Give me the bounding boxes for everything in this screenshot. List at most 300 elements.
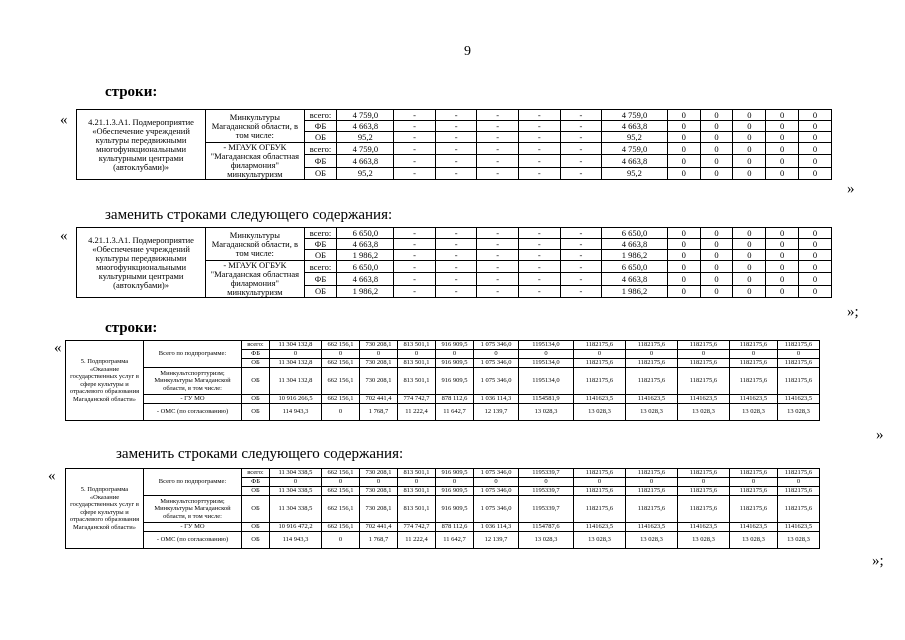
table-cell: 4 759,0	[602, 110, 668, 121]
table-cell: -	[477, 155, 519, 167]
table-cell: 1141623,5	[778, 523, 820, 532]
old-rows-table-2	[65, 340, 872, 421]
table-cell: 0	[667, 155, 700, 167]
table-cell: 702 441,4	[360, 523, 398, 532]
table-cell: 6 650,0	[337, 228, 394, 239]
table-cell: 1182175,6	[626, 359, 678, 368]
table-cell: 0	[733, 167, 766, 179]
table-cell: 13 028,3	[778, 404, 820, 421]
table-cell: 0	[322, 350, 360, 359]
table-cell: -	[519, 155, 561, 167]
table-cell: -	[435, 132, 477, 143]
table-row	[66, 341, 872, 350]
table-cell: 1182175,6	[678, 487, 730, 496]
table-row	[66, 532, 872, 549]
table-cell: ОБ	[242, 487, 270, 496]
executor-cell: - МГАУК ОГБУК "Магаданская областная филармония" минкультуризм	[206, 261, 304, 298]
table-cell: 0	[322, 478, 360, 487]
table-cell: -	[519, 239, 561, 250]
table-cell: 0	[360, 478, 398, 487]
table-cell: 11 304 338,5	[270, 487, 322, 496]
table-cell: 1182175,6	[574, 469, 626, 478]
table-cell: 0	[700, 155, 733, 167]
table-cell: -	[477, 121, 519, 132]
table-cell: 662 156,1	[322, 395, 360, 404]
table-cell: 13 028,3	[678, 532, 730, 549]
table-cell: -	[519, 121, 561, 132]
table-cell: 0	[733, 121, 766, 132]
table-cell: -	[435, 239, 477, 250]
table-cell: 4 663,8	[602, 121, 668, 132]
executor-cell: Всего по подпрограмме:	[144, 469, 242, 496]
table-cell: 6 650,0	[602, 261, 668, 273]
table-cell: ОБ	[242, 368, 270, 395]
table-cell: 11 304 132,8	[270, 368, 322, 395]
table-cell: 0	[778, 350, 820, 359]
table-cell: -	[477, 167, 519, 179]
table-cell: 0	[667, 132, 700, 143]
table-cell: 1 036 114,3	[474, 395, 519, 404]
table-cell: ОБ	[242, 523, 270, 532]
table-cell: 13 028,3	[519, 404, 574, 421]
table-cell: -	[394, 132, 436, 143]
table-cell: 0	[766, 132, 799, 143]
table-cell: ОБ	[304, 167, 337, 179]
table-cell: 0	[322, 532, 360, 549]
table-cell: -	[560, 273, 602, 285]
executor-cell: Минкультспорттуризм; Минкультуры Магаданской области, в том числе:	[144, 368, 242, 395]
table-cell: 0	[700, 261, 733, 273]
table-cell: 13 028,3	[574, 404, 626, 421]
table-cell: 0	[733, 110, 766, 121]
table-cell: 10 916 472,2	[270, 523, 322, 532]
table-cell: 813 501,1	[398, 487, 436, 496]
table-cell: 0	[766, 239, 799, 250]
table-cell: 0	[799, 228, 832, 239]
table-cell: 10 916 266,5	[270, 395, 322, 404]
table-cell: 4 663,8	[337, 121, 394, 132]
table-cell: 878 112,6	[436, 395, 474, 404]
table-row	[66, 523, 872, 532]
table-cell: 1 075 346,0	[474, 496, 519, 523]
table-cell: 1182175,6	[778, 469, 820, 478]
table-cell: -	[519, 228, 561, 239]
table-cell: 1 075 346,0	[474, 359, 519, 368]
table-cell: 1 986,2	[337, 285, 394, 297]
table-cell: -	[560, 285, 602, 297]
table-cell: 813 501,1	[398, 496, 436, 523]
open-quote: «	[48, 468, 56, 484]
table-cell: 1182175,6	[778, 487, 820, 496]
table-cell: 0	[360, 350, 398, 359]
table-cell: 0	[733, 261, 766, 273]
table-cell: 1 986,2	[602, 285, 668, 297]
table-cell: 662 156,1	[322, 523, 360, 532]
table-cell: ОБ	[304, 250, 337, 261]
table-cell: 12 139,7	[474, 404, 519, 421]
table-row	[77, 110, 832, 121]
table-cell: 0	[733, 273, 766, 285]
table-cell: 0	[733, 132, 766, 143]
executor-cell: - ОМС (по согласованию)	[144, 532, 242, 549]
table-cell: -	[435, 273, 477, 285]
table-cell: -	[519, 273, 561, 285]
table-cell: 1182175,6	[574, 496, 626, 523]
table-cell: 0	[626, 478, 678, 487]
table-cell: 0	[700, 273, 733, 285]
table-cell: -	[477, 273, 519, 285]
table-cell: 0	[700, 239, 733, 250]
table-cell: 1182175,6	[730, 359, 778, 368]
table-cell: 730 208,1	[360, 487, 398, 496]
table-cell: 4 663,8	[337, 273, 394, 285]
table-cell: 1195134,0	[519, 359, 574, 368]
table-cell: 1141623,5	[574, 395, 626, 404]
table-cell: 13 028,3	[678, 404, 730, 421]
new-rows-table-2	[65, 468, 872, 549]
table-cell: 0	[799, 110, 832, 121]
table-cell: -	[560, 167, 602, 179]
table-cell: 13 028,3	[626, 404, 678, 421]
table-cell: -	[394, 250, 436, 261]
table-cell: -	[519, 261, 561, 273]
table-cell: -	[560, 228, 602, 239]
table-cell: -	[435, 121, 477, 132]
table-cell: 774 742,7	[398, 395, 436, 404]
executor-cell: - ГУ МО	[144, 395, 242, 404]
table-cell: 0	[733, 155, 766, 167]
table-cell: 0	[667, 121, 700, 132]
table-cell: 0	[766, 155, 799, 167]
table-cell: 0	[474, 350, 519, 359]
table-cell: ФБ	[242, 478, 270, 487]
table-cell: -	[435, 167, 477, 179]
table-cell: 13 028,3	[778, 532, 820, 549]
table-cell: 1182175,6	[574, 368, 626, 395]
table-cell: 1195339,7	[519, 496, 574, 523]
table-cell: 1195134,0	[519, 341, 574, 350]
table-cell: 730 208,1	[360, 469, 398, 478]
table-cell: 0	[574, 478, 626, 487]
table-cell: 0	[766, 121, 799, 132]
table-cell: 0	[799, 261, 832, 273]
table-cell: 916 909,5	[436, 359, 474, 368]
table-cell: ФБ	[304, 121, 337, 132]
table-cell: 0	[436, 350, 474, 359]
table-cell: 0	[700, 250, 733, 261]
executor-cell: - МГАУК ОГБУК "Магаданская областная филармония" минкультуризм	[206, 143, 304, 180]
executor-cell: Минкультуры Магаданской области, в том числе:	[206, 110, 304, 143]
table-cell: 6 650,0	[602, 228, 668, 239]
table-cell: 11 642,7	[436, 532, 474, 549]
table-cell: 0	[398, 478, 436, 487]
table-cell: 0	[700, 110, 733, 121]
table-cell: 1 075 346,0	[474, 487, 519, 496]
table-cell: 4 663,8	[602, 155, 668, 167]
table-cell: 1195134,0	[519, 368, 574, 395]
table-cell: 813 501,1	[398, 359, 436, 368]
table-cell: 878 112,6	[436, 523, 474, 532]
table-cell: 1 768,7	[360, 404, 398, 421]
table-cell: 1182175,6	[626, 487, 678, 496]
table-cell: 1141623,5	[678, 523, 730, 532]
close-quote-semicolon: »;	[872, 553, 884, 569]
table-row	[66, 404, 872, 421]
table-cell: 13 028,3	[730, 532, 778, 549]
table-cell: ОБ	[242, 532, 270, 549]
table-cell: 730 208,1	[360, 368, 398, 395]
table-cell: 0	[733, 228, 766, 239]
table-cell: -	[560, 121, 602, 132]
table-cell: -	[560, 143, 602, 155]
table-cell: -	[519, 285, 561, 297]
table-cell: 0	[799, 121, 832, 132]
table-cell: 1 075 346,0	[474, 469, 519, 478]
table-cell: 0	[733, 250, 766, 261]
table-cell: ФБ	[304, 239, 337, 250]
page-number: 9	[464, 44, 471, 59]
table-cell: 0	[700, 143, 733, 155]
table-cell: 0	[766, 285, 799, 297]
table-cell: ОБ	[242, 395, 270, 404]
table-cell: ОБ	[242, 496, 270, 523]
executor-cell: Минкультуры Магаданской области, в том числе:	[206, 228, 304, 261]
table-cell: 774 742,7	[398, 523, 436, 532]
table-row	[66, 395, 872, 404]
table-cell: 1182175,6	[626, 469, 678, 478]
table-cell: 0	[700, 285, 733, 297]
table-cell: 11 222,4	[398, 532, 436, 549]
table-cell: всего:	[242, 469, 270, 478]
table-cell: 11 304 132,8	[270, 359, 322, 368]
table-cell: 0	[730, 478, 778, 487]
table-cell: ФБ	[304, 155, 337, 167]
table-cell: 1141623,5	[778, 395, 820, 404]
table-cell: 95,2	[602, 132, 668, 143]
table-cell: 0	[700, 228, 733, 239]
table-cell: 0	[733, 143, 766, 155]
activity-name-cell: 4.21.1.3.А1. Подмероприятие «Обеспечение учреждений культуры передвижными многофункциональными культурными центрами (автоклубами)»	[77, 110, 206, 180]
table-cell: 0	[667, 285, 700, 297]
table-cell: 0	[667, 273, 700, 285]
close-quote-semicolon: »;	[847, 304, 859, 320]
open-quote: «	[60, 112, 68, 128]
table-cell: ФБ	[242, 350, 270, 359]
table-row	[66, 368, 872, 395]
table-cell: 1 036 114,3	[474, 523, 519, 532]
table-cell: 662 156,1	[322, 368, 360, 395]
table-cell: 0	[799, 143, 832, 155]
table-cell: 0	[766, 250, 799, 261]
subprogram-name-cell: 5. Подпрограмма «Оказание государственных услуг в сфере культуры и отраслевого образования Магаданской области»	[66, 341, 144, 421]
table-cell: 1182175,6	[778, 368, 820, 395]
table-cell: 1154581,9	[519, 395, 574, 404]
section-heading-rows: строки:	[105, 84, 158, 100]
table-cell: -	[435, 228, 477, 239]
table-cell: 0	[678, 478, 730, 487]
table-cell: ОБ	[242, 359, 270, 368]
table-cell: всего:	[304, 143, 337, 155]
table-cell: -	[560, 155, 602, 167]
table-cell: 1182175,6	[778, 359, 820, 368]
section-heading-rows: строки:	[105, 320, 158, 336]
table-cell: 1182175,6	[678, 368, 730, 395]
table-cell: 114 943,3	[270, 404, 322, 421]
table-cell: -	[435, 285, 477, 297]
table-cell: 1182175,6	[678, 341, 730, 350]
table-cell: 0	[574, 350, 626, 359]
table-cell: 13 028,3	[730, 404, 778, 421]
table-cell: 95,2	[337, 132, 394, 143]
table-cell: 114 943,3	[270, 532, 322, 549]
table-cell: ОБ	[304, 132, 337, 143]
table-cell: 662 156,1	[322, 469, 360, 478]
table-cell: 1182175,6	[678, 359, 730, 368]
table-cell: 1182175,6	[730, 469, 778, 478]
table-cell: 1141623,5	[574, 523, 626, 532]
table-cell: 916 909,5	[436, 368, 474, 395]
table-cell: 4 663,8	[602, 239, 668, 250]
section-heading-replace: заменить строками следующего содержания:	[105, 207, 393, 223]
table-row	[66, 496, 872, 523]
table-cell: 0	[766, 228, 799, 239]
table-cell: -	[519, 167, 561, 179]
table-cell: 11 304 338,5	[270, 469, 322, 478]
table-cell: 1 768,7	[360, 532, 398, 549]
table-cell: 1 075 346,0	[474, 341, 519, 350]
table-cell: -	[519, 250, 561, 261]
table-cell: 0	[700, 121, 733, 132]
old-rows-table-1	[76, 109, 832, 180]
table-cell: -	[560, 261, 602, 273]
table-cell: 0	[519, 478, 574, 487]
new-rows-table-1	[76, 227, 832, 298]
table-cell: 4 759,0	[337, 110, 394, 121]
section-heading-replace: заменить строками следующего содержания:	[116, 446, 404, 462]
table-cell: 0	[799, 155, 832, 167]
table-cell: 730 208,1	[360, 359, 398, 368]
table-cell: 1182175,6	[730, 487, 778, 496]
table-cell: 0	[799, 273, 832, 285]
table-cell: -	[519, 143, 561, 155]
table-cell: 813 501,1	[398, 469, 436, 478]
table-cell: 1182175,6	[626, 368, 678, 395]
table-cell: -	[394, 167, 436, 179]
table-cell: 11 642,7	[436, 404, 474, 421]
table-cell: -	[394, 121, 436, 132]
table-cell: 1182175,6	[730, 496, 778, 523]
table-cell: -	[435, 155, 477, 167]
table-cell: 4 663,8	[337, 239, 394, 250]
table-cell: -	[560, 239, 602, 250]
subprogram-name-cell: 5. Подпрограмма «Оказание государственных услуг в сфере культуры и отраслевого образования Магаданской области»	[66, 469, 144, 549]
table-cell: 0	[398, 350, 436, 359]
table-cell: 0	[519, 350, 574, 359]
table-cell: 662 156,1	[322, 341, 360, 350]
table-cell: -	[519, 110, 561, 121]
table-cell: 0	[799, 285, 832, 297]
table-cell: -	[394, 143, 436, 155]
table-cell: 1141623,5	[626, 395, 678, 404]
table-cell: всего:	[304, 228, 337, 239]
table-cell: 0	[678, 350, 730, 359]
table-cell: 0	[700, 167, 733, 179]
table-cell: -	[477, 285, 519, 297]
table-cell: 13 028,3	[519, 532, 574, 549]
table-cell: 0	[322, 404, 360, 421]
table-cell: 0	[667, 261, 700, 273]
table-cell: всего:	[304, 261, 337, 273]
executor-cell: - ГУ МО	[144, 523, 242, 532]
table-cell: 813 501,1	[398, 368, 436, 395]
table-row	[77, 228, 832, 239]
table-cell: 4 759,0	[602, 143, 668, 155]
table-cell: 95,2	[602, 167, 668, 179]
table-cell: 0	[766, 110, 799, 121]
table-cell: -	[477, 132, 519, 143]
table-cell: 0	[667, 228, 700, 239]
table-cell: -	[435, 110, 477, 121]
table-cell: 1195339,7	[519, 469, 574, 478]
open-quote: «	[60, 228, 68, 244]
table-cell: 0	[799, 167, 832, 179]
table-cell: всего:	[304, 110, 337, 121]
table-cell: 1154787,6	[519, 523, 574, 532]
table-cell: 1182175,6	[574, 341, 626, 350]
table-cell: -	[394, 273, 436, 285]
table-cell: -	[394, 228, 436, 239]
table-cell: -	[560, 250, 602, 261]
table-cell: 1 986,2	[602, 250, 668, 261]
table-cell: 662 156,1	[322, 496, 360, 523]
table-cell: 0	[766, 143, 799, 155]
table-cell: 11 304 132,8	[270, 341, 322, 350]
table-cell: 0	[778, 478, 820, 487]
table-cell: 730 208,1	[360, 341, 398, 350]
table-cell: -	[435, 250, 477, 261]
table-cell: -	[477, 228, 519, 239]
table-cell: ОБ	[242, 404, 270, 421]
table-cell: 12 139,7	[474, 532, 519, 549]
table-cell: -	[394, 155, 436, 167]
table-cell: 702 441,4	[360, 395, 398, 404]
table-cell: 0	[667, 167, 700, 179]
table-cell: 4 759,0	[337, 143, 394, 155]
table-cell: 0	[667, 239, 700, 250]
table-cell: 1 986,2	[337, 250, 394, 261]
table-cell: 813 501,1	[398, 341, 436, 350]
table-cell: 1182175,6	[574, 487, 626, 496]
table-cell: 0	[733, 239, 766, 250]
table-cell: 916 909,5	[436, 487, 474, 496]
table-cell: 730 208,1	[360, 496, 398, 523]
executor-cell: Минкультспорттуризм; Минкультуры Магаданской области, в том числе:	[144, 496, 242, 523]
table-cell: 0	[799, 250, 832, 261]
table-cell: ОБ	[304, 285, 337, 297]
table-cell: -	[435, 261, 477, 273]
table-cell: -	[477, 110, 519, 121]
table-cell: 0	[766, 261, 799, 273]
table-cell: 0	[667, 250, 700, 261]
table-cell: -	[394, 110, 436, 121]
table-cell: 0	[730, 350, 778, 359]
table-cell: 1141623,5	[730, 395, 778, 404]
activity-name-cell: 4.21.1.3.А1. Подмероприятие «Обеспечение учреждений культуры передвижными многофункциональными культурными центрами (автоклубами)»	[77, 228, 206, 298]
table-cell: 1182175,6	[678, 496, 730, 523]
close-quote: »	[876, 427, 884, 443]
table-cell: 95,2	[337, 167, 394, 179]
open-quote: «	[54, 340, 62, 356]
